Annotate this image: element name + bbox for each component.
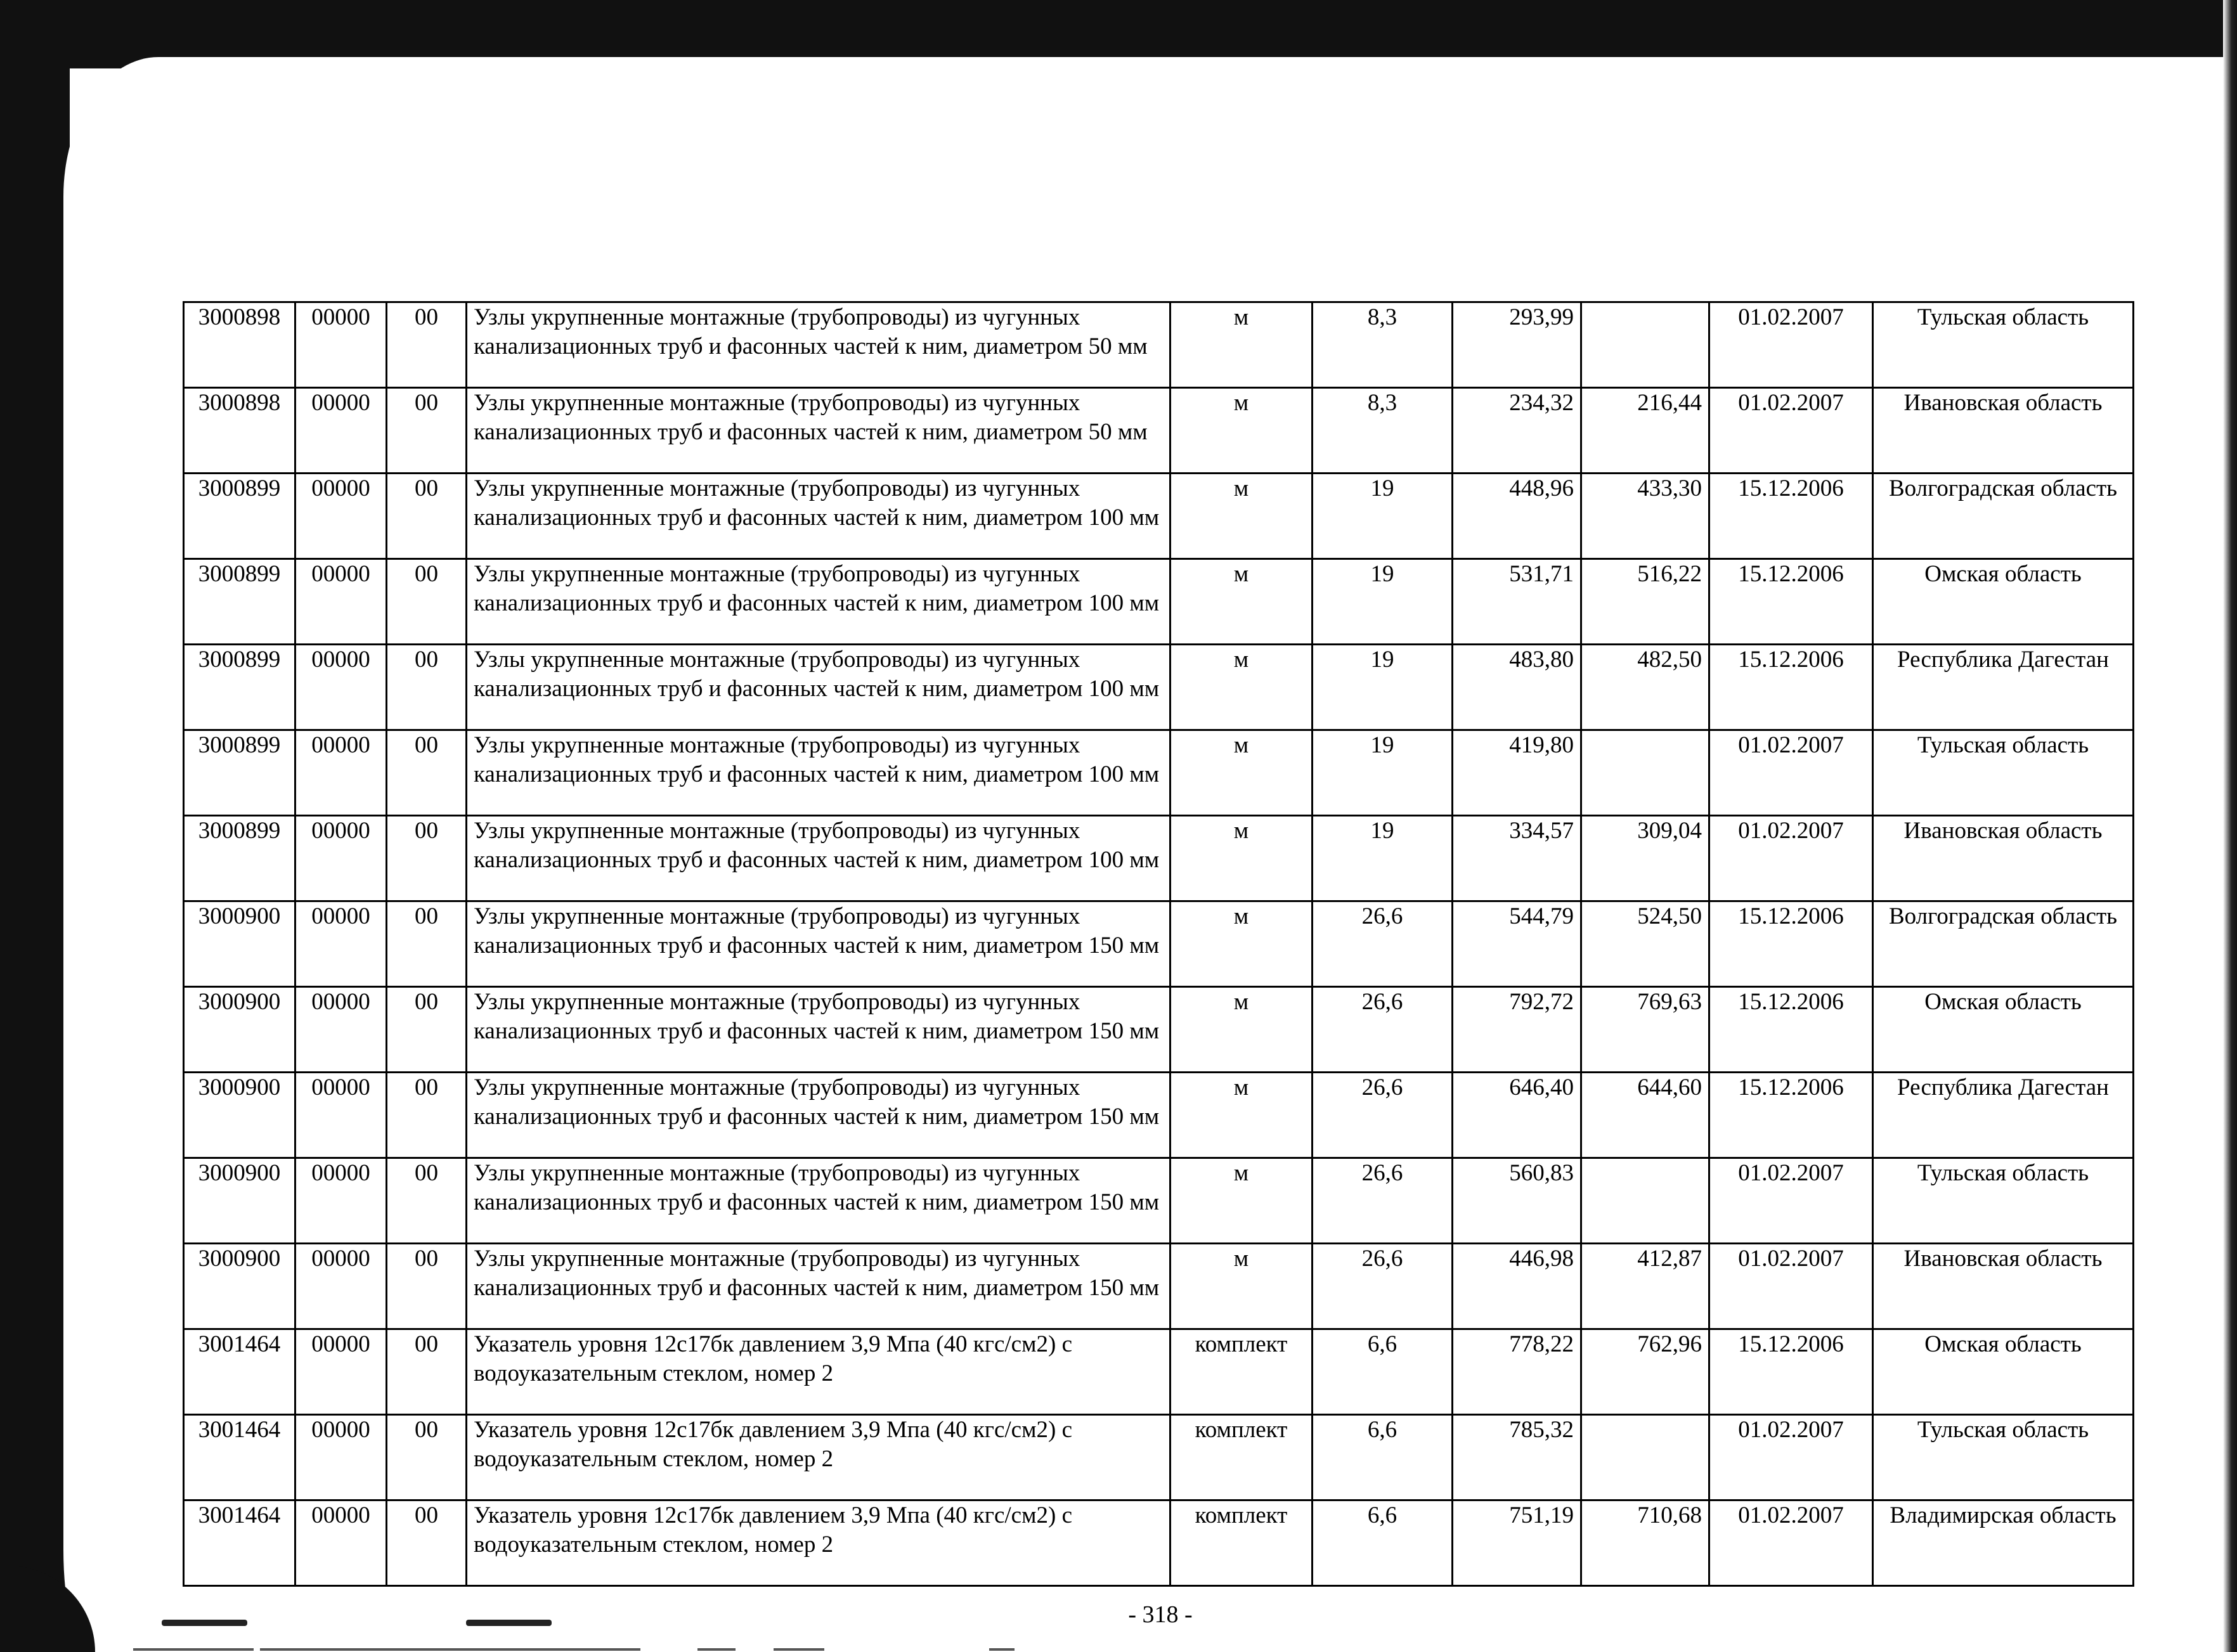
scan-border-left	[0, 0, 70, 1652]
date-cell: 15.12.2006	[1709, 901, 1873, 987]
table-row	[184, 645, 2134, 730]
scan-footer-line	[133, 1648, 254, 1651]
date-cell: 01.02.2007	[1709, 302, 1873, 388]
table-row	[184, 1073, 2134, 1158]
price-alt-cell: 769,63	[1581, 987, 1709, 1073]
page-number: - 318 -	[1128, 1601, 1193, 1628]
quantity-cell: 26,6	[1313, 901, 1453, 987]
sub-code-cell: 00000	[295, 816, 387, 901]
scan-border-right	[2223, 0, 2237, 1652]
price-table	[183, 301, 2134, 1587]
region-cell: Ивановская область	[1873, 388, 2134, 474]
price-cell: 293,99	[1453, 302, 1581, 388]
price-cell: 646,40	[1453, 1073, 1581, 1158]
date-cell: 01.02.2007	[1709, 1158, 1873, 1244]
quantity-cell: 26,6	[1313, 1158, 1453, 1244]
table-row	[184, 901, 2134, 987]
quantity-cell: 19	[1313, 816, 1453, 901]
table-row	[184, 1244, 2134, 1329]
table-row	[184, 302, 2134, 388]
unit-cell: м	[1170, 816, 1313, 901]
unit-cell: м	[1170, 388, 1313, 474]
price-cell: 234,32	[1453, 388, 1581, 474]
date-cell: 15.12.2006	[1709, 559, 1873, 645]
item-name-cell: Узлы укрупненные монтажные (трубопроводы) из чугунных канализационных труб и фасонных частей к ним, диаметром 100 мм	[467, 730, 1170, 816]
table-row	[184, 1158, 2134, 1244]
item-name-cell: Узлы укрупненные монтажные (трубопроводы) из чугунных канализационных труб и фасонных частей к ним, диаметром 100 мм	[467, 474, 1170, 559]
item-name-cell: Указатель уровня 12с17бк давлением 3,9 Мпа (40 кгс/см2) с водоуказательным стеклом, номер 2	[467, 1329, 1170, 1415]
sub-code-cell: 00000	[295, 1073, 387, 1158]
price-alt-cell: 412,87	[1581, 1244, 1709, 1329]
quantity-cell: 26,6	[1313, 1073, 1453, 1158]
price-cell: 751,19	[1453, 1500, 1581, 1586]
region-cell: Владимирская область	[1873, 1500, 2134, 1586]
region-cell: Тульская область	[1873, 730, 2134, 816]
sub-code-cell: 00000	[295, 1329, 387, 1415]
region-cell: Ивановская область	[1873, 816, 2134, 901]
item-name-cell: Узлы укрупненные монтажные (трубопроводы) из чугунных канализационных труб и фасонных частей к ним, диаметром 150 мм	[467, 1158, 1170, 1244]
variant-code-cell: 00	[387, 1073, 467, 1158]
unit-cell: м	[1170, 645, 1313, 730]
quantity-cell: 8,3	[1313, 388, 1453, 474]
variant-code-cell: 00	[387, 559, 467, 645]
date-cell: 01.02.2007	[1709, 816, 1873, 901]
sub-code-cell: 00000	[295, 474, 387, 559]
price-alt-cell: 482,50	[1581, 645, 1709, 730]
item-code-cell: 3000900	[184, 1244, 295, 1329]
price-alt-cell: 216,44	[1581, 388, 1709, 474]
unit-cell: м	[1170, 474, 1313, 559]
item-code-cell: 3000899	[184, 559, 295, 645]
region-cell: Волгоградская область	[1873, 901, 2134, 987]
price-alt-cell: 309,04	[1581, 816, 1709, 901]
table-row	[184, 1329, 2134, 1415]
unit-cell: м	[1170, 559, 1313, 645]
sub-code-cell: 00000	[295, 1415, 387, 1500]
item-code-cell: 3000899	[184, 474, 295, 559]
variant-code-cell: 00	[387, 987, 467, 1073]
table-row	[184, 1500, 2134, 1586]
variant-code-cell: 00	[387, 474, 467, 559]
sub-code-cell: 00000	[295, 559, 387, 645]
item-name-cell: Узлы укрупненные монтажные (трубопроводы) из чугунных канализационных труб и фасонных частей к ним, диаметром 150 мм	[467, 901, 1170, 987]
date-cell: 15.12.2006	[1709, 1329, 1873, 1415]
date-cell: 15.12.2006	[1709, 987, 1873, 1073]
quantity-cell: 6,6	[1313, 1415, 1453, 1500]
quantity-cell: 19	[1313, 730, 1453, 816]
item-name-cell: Указатель уровня 12с17бк давлением 3,9 Мпа (40 кгс/см2) с водоуказательным стеклом, номер 2	[467, 1500, 1170, 1586]
price-alt-cell	[1581, 1415, 1709, 1500]
item-name-cell: Узлы укрупненные монтажные (трубопроводы) из чугунных канализационных труб и фасонных частей к ним, диаметром 150 мм	[467, 1244, 1170, 1329]
variant-code-cell: 00	[387, 388, 467, 474]
variant-code-cell: 00	[387, 1329, 467, 1415]
unit-cell: м	[1170, 730, 1313, 816]
item-name-cell: Узлы укрупненные монтажные (трубопроводы) из чугунных канализационных труб и фасонных частей к ним, диаметром 100 мм	[467, 559, 1170, 645]
date-cell: 15.12.2006	[1709, 645, 1873, 730]
date-cell: 15.12.2006	[1709, 1073, 1873, 1158]
sub-code-cell: 00000	[295, 730, 387, 816]
quantity-cell: 19	[1313, 645, 1453, 730]
unit-cell: комплект	[1170, 1500, 1313, 1586]
date-cell: 01.02.2007	[1709, 1415, 1873, 1500]
sub-code-cell: 00000	[295, 1500, 387, 1586]
unit-cell: м	[1170, 302, 1313, 388]
region-cell: Омская область	[1873, 559, 2134, 645]
unit-cell: м	[1170, 1158, 1313, 1244]
item-name-cell: Узлы укрупненные монтажные (трубопроводы) из чугунных канализационных труб и фасонных частей к ним, диаметром 50 мм	[467, 302, 1170, 388]
item-name-cell: Узлы укрупненные монтажные (трубопроводы) из чугунных канализационных труб и фасонных частей к ним, диаметром 100 мм	[467, 816, 1170, 901]
variant-code-cell: 00	[387, 645, 467, 730]
price-alt-cell	[1581, 1158, 1709, 1244]
sub-code-cell: 00000	[295, 1244, 387, 1329]
quantity-cell: 6,6	[1313, 1500, 1453, 1586]
item-code-cell: 3000900	[184, 1073, 295, 1158]
price-cell: 419,80	[1453, 730, 1581, 816]
item-code-cell: 3000900	[184, 1158, 295, 1244]
price-cell: 483,80	[1453, 645, 1581, 730]
price-cell: 785,32	[1453, 1415, 1581, 1500]
price-cell: 560,83	[1453, 1158, 1581, 1244]
table-row	[184, 474, 2134, 559]
date-cell: 01.02.2007	[1709, 388, 1873, 474]
price-alt-cell	[1581, 302, 1709, 388]
scan-footer-line	[697, 1648, 736, 1651]
item-name-cell: Узлы укрупненные монтажные (трубопроводы) из чугунных канализационных труб и фасонных частей к ним, диаметром 150 мм	[467, 1073, 1170, 1158]
quantity-cell: 19	[1313, 474, 1453, 559]
item-name-cell: Узлы укрупненные монтажные (трубопроводы) из чугунных канализационных труб и фасонных частей к ним, диаметром 150 мм	[467, 987, 1170, 1073]
variant-code-cell: 00	[387, 901, 467, 987]
variant-code-cell: 00	[387, 816, 467, 901]
table-row	[184, 816, 2134, 901]
quantity-cell: 6,6	[1313, 1329, 1453, 1415]
variant-code-cell: 00	[387, 1415, 467, 1500]
price-cell: 531,71	[1453, 559, 1581, 645]
scan-smudge	[162, 1620, 247, 1626]
price-cell: 544,79	[1453, 901, 1581, 987]
quantity-cell: 26,6	[1313, 987, 1453, 1073]
quantity-cell: 19	[1313, 559, 1453, 645]
unit-cell: комплект	[1170, 1415, 1313, 1500]
table-row	[184, 987, 2134, 1073]
table-body	[184, 302, 2134, 1586]
item-name-cell: Узлы укрупненные монтажные (трубопроводы) из чугунных канализационных труб и фасонных частей к ним, диаметром 50 мм	[467, 388, 1170, 474]
variant-code-cell: 00	[387, 1158, 467, 1244]
item-name-cell: Узлы укрупненные монтажные (трубопроводы) из чугунных канализационных труб и фасонных частей к ним, диаметром 100 мм	[467, 645, 1170, 730]
table-row	[184, 559, 2134, 645]
quantity-cell: 26,6	[1313, 1244, 1453, 1329]
sub-code-cell: 00000	[295, 901, 387, 987]
item-code-cell: 3001464	[184, 1500, 295, 1586]
item-code-cell: 3000898	[184, 388, 295, 474]
price-cell: 448,96	[1453, 474, 1581, 559]
date-cell: 01.02.2007	[1709, 1244, 1873, 1329]
price-cell: 446,98	[1453, 1244, 1581, 1329]
sub-code-cell: 00000	[295, 388, 387, 474]
region-cell: Тульская область	[1873, 1415, 2134, 1500]
unit-cell: м	[1170, 1073, 1313, 1158]
unit-cell: комплект	[1170, 1329, 1313, 1415]
unit-cell: м	[1170, 1244, 1313, 1329]
table-row	[184, 388, 2134, 474]
price-alt-cell: 644,60	[1581, 1073, 1709, 1158]
price-cell: 334,57	[1453, 816, 1581, 901]
sub-code-cell: 00000	[295, 1158, 387, 1244]
item-code-cell: 3000898	[184, 302, 295, 388]
date-cell: 01.02.2007	[1709, 730, 1873, 816]
sub-code-cell: 00000	[295, 645, 387, 730]
item-code-cell: 3000899	[184, 730, 295, 816]
item-code-cell: 3000899	[184, 816, 295, 901]
variant-code-cell: 00	[387, 302, 467, 388]
scan-footer-line	[989, 1648, 1015, 1651]
price-alt-cell: 433,30	[1581, 474, 1709, 559]
region-cell: Омская область	[1873, 1329, 2134, 1415]
date-cell: 15.12.2006	[1709, 474, 1873, 559]
region-cell: Омская область	[1873, 987, 2134, 1073]
variant-code-cell: 00	[387, 1500, 467, 1586]
item-code-cell: 3000900	[184, 901, 295, 987]
unit-cell: м	[1170, 901, 1313, 987]
price-alt-cell: 762,96	[1581, 1329, 1709, 1415]
item-code-cell: 3000900	[184, 987, 295, 1073]
region-cell: Ивановская область	[1873, 1244, 2134, 1329]
sub-code-cell: 00000	[295, 302, 387, 388]
unit-cell: м	[1170, 987, 1313, 1073]
price-alt-cell	[1581, 730, 1709, 816]
date-cell: 01.02.2007	[1709, 1500, 1873, 1586]
price-cell: 778,22	[1453, 1329, 1581, 1415]
region-cell: Республика Дагестан	[1873, 645, 2134, 730]
region-cell: Тульская область	[1873, 302, 2134, 388]
item-code-cell: 3001464	[184, 1329, 295, 1415]
table-row	[184, 730, 2134, 816]
item-code-cell: 3000899	[184, 645, 295, 730]
region-cell: Тульская область	[1873, 1158, 2134, 1244]
price-alt-cell: 516,22	[1581, 559, 1709, 645]
price-alt-cell: 710,68	[1581, 1500, 1709, 1586]
region-cell: Волгоградская область	[1873, 474, 2134, 559]
price-alt-cell: 524,50	[1581, 901, 1709, 987]
price-cell: 792,72	[1453, 987, 1581, 1073]
table-row	[184, 1415, 2134, 1500]
region-cell: Республика Дагестан	[1873, 1073, 2134, 1158]
quantity-cell: 8,3	[1313, 302, 1453, 388]
scan-footer-line	[260, 1648, 640, 1651]
scan-smudge	[466, 1620, 552, 1626]
item-code-cell: 3001464	[184, 1415, 295, 1500]
scan-footer-line	[774, 1648, 824, 1651]
item-name-cell: Указатель уровня 12с17бк давлением 3,9 Мпа (40 кгс/см2) с водоуказательным стеклом, номер 2	[467, 1415, 1170, 1500]
variant-code-cell: 00	[387, 1244, 467, 1329]
sub-code-cell: 00000	[295, 987, 387, 1073]
variant-code-cell: 00	[387, 730, 467, 816]
